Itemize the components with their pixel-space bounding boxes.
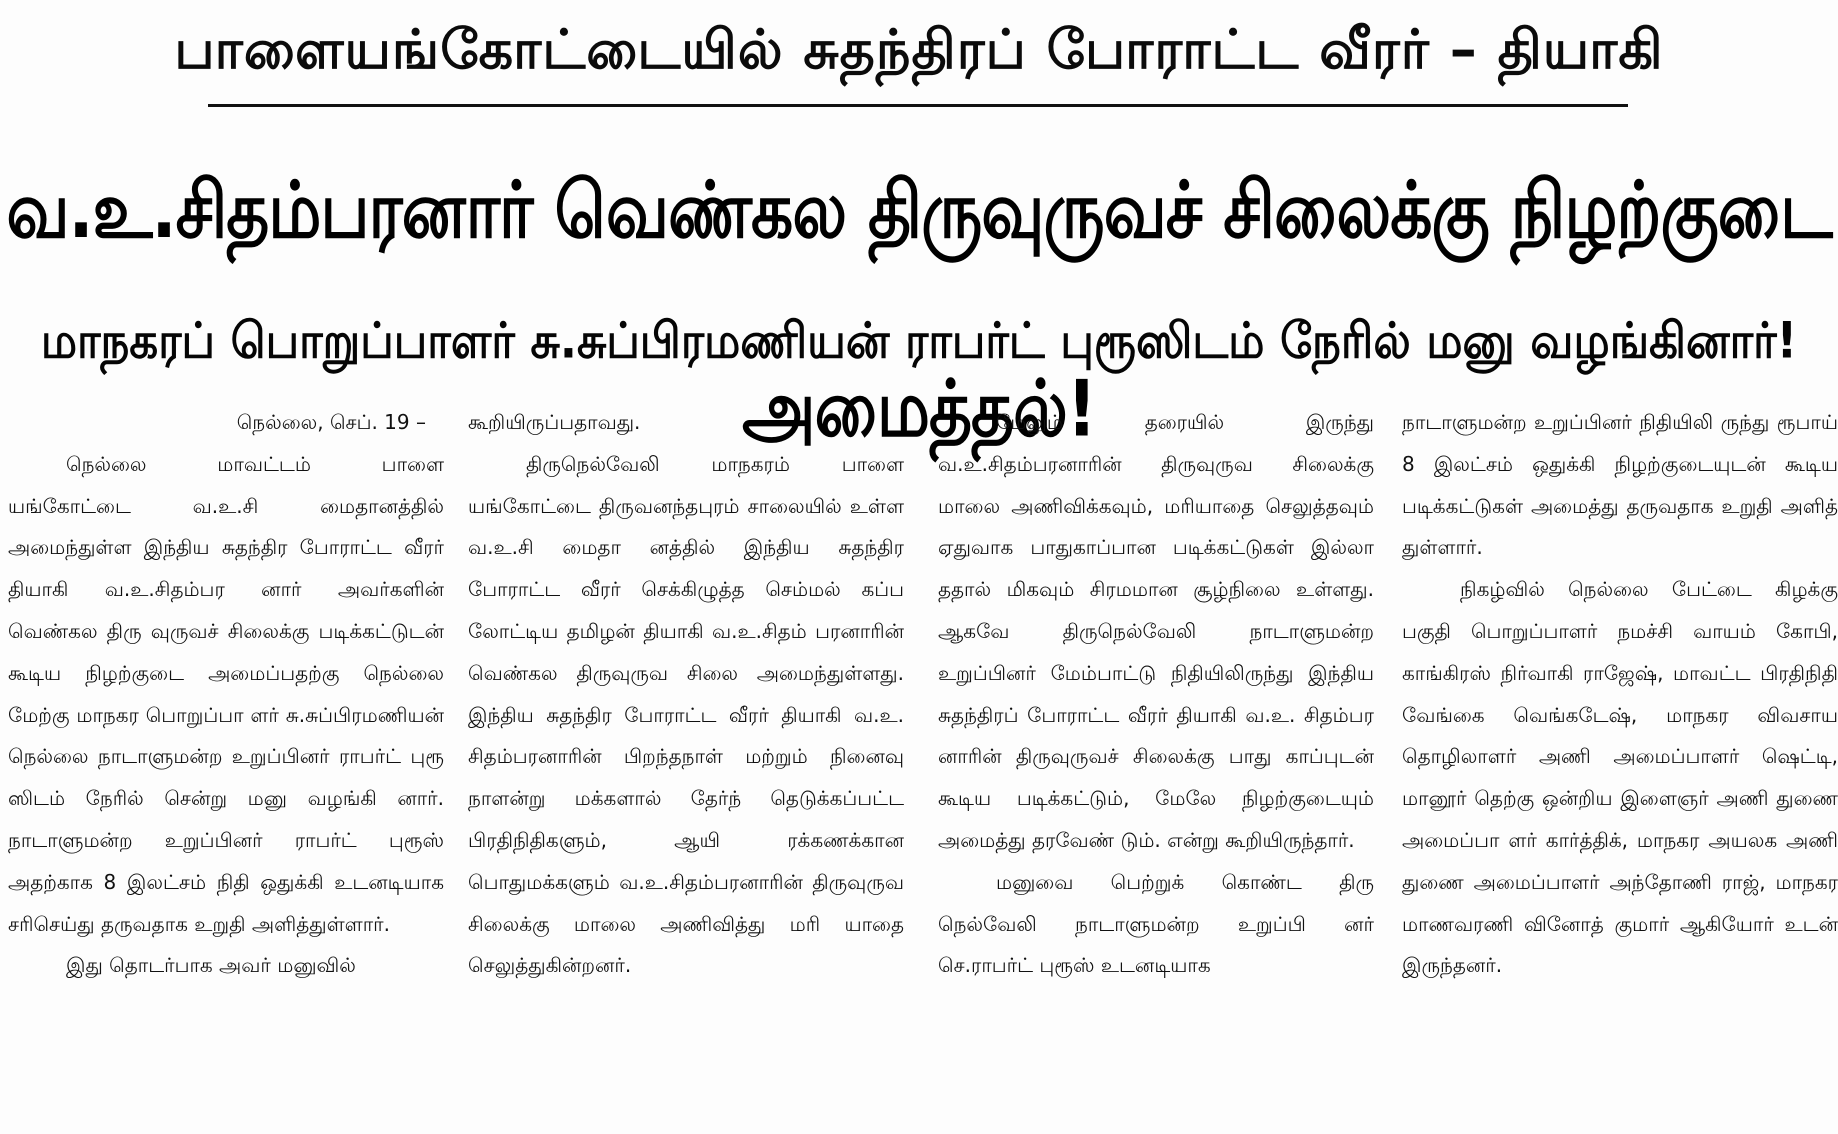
- paragraph: நெல்லை மாவட்டம் பாளை யங்கோட்டை வ.உ.சி மைதானத்தில் அமைந்துள்ள இந்திய சுதந்திர போராட்ட வீரர் தியாகி வ.உ.சிதம்பர னார் அவர்களின் வெண்கல திரு வுருவச் சிலைக்கு படிக்கட்டுடன் கூடிய நிழற்குடை அமைப்பதற்கு நெல்லை மேற்கு மாநகர பொறுப்பா ளர் சு.சுப்பிரமணியன் நெல்லை நாடாளுமன்ற உறுப்பினர் ராபர்ட் புரூ ஸிடம் நேரில் சென்று மனு வழங்கி னார். நாடாளுமன்ற உறுப்பினர் ராபர்ட் புரூஸ் அதற்காக 8 இலட்சம் நிதி ஒதுக்கி உடனடியாக சரிசெய்து தருவதாக உறுதி அளித்துள்ளார்.: [8, 451, 444, 936]
- dateline: நெல்லை, செப். 19 –: [236, 410, 426, 434]
- article-column-1: [8, 402, 444, 987]
- paragraph: மனுவை பெற்றுக் கொண்ட திரு நெல்வேலி நாடாளுமன்ற உறுப்பி னர் செ.ராபர்ட் புரூஸ் உடனடியாக: [938, 869, 1374, 978]
- kicker-heading: பாளையங்கோட்டையில் சுதந்திரப் போராட்ட வீரர் – தியாகி: [174, 18, 1664, 81]
- paragraph: நிகழ்வில் நெல்லை பேட்டை கிழக்கு பகுதி பொறுப்பாளர் நமச்சி வாயம் கோபி, காங்கிரஸ் நிர்வாகி ராஜேஷ், மாவட்ட பிரதிநிதி வேங்கை வெங்கடேஷ், மாநகர விவசாய தொழிலாளர் அணி அமைப்பாளர் ஷெட்டி, மானூர் தெற்கு ஒன்றிய இளைஞர் அணி துணை அமைப்பா ளர் கார்த்திக், மாநகர அயலக அணி துணை அமைப்பாளர் அந்தோணி ராஜ், மாநகர மாணவரணி வினோத் குமார் ஆகியோர் உடன் இருந்தனர்.: [1402, 577, 1838, 978]
- paragraph: திருநெல்வேலி மாநகரம் பாளை யங்கோட்டை திருவனந்தபுரம் சாலையில் உள்ள வ.உ.சி மைதா னத்தில் இந்திய சுதந்திர போராட்ட வீரர் செக்கிழுத்த செம்மல் கப்ப லோட்டிய தமிழன் தியாகி வ.உ.சிதம் பரனாரின் வெண்கல திருவுருவ சிலை அமைந்துள்ளது. இந்திய சுதந்திர போராட்ட வீரர் தியாகி வ.உ. சிதம்பரனாரின் பிறந்தநாள் மற்றும் நினைவு நாளன்று மக்களால் தேர்ந் தெடுக்கப்பட்ட பிரதிநிதிகளும், ஆயி ரக்கணக்கான பொதுமக்களும் வ.உ.சிதம்பரனாரின் திருவுருவ சிலைக்கு மாலை அணிவித்து மரி யாதை செலுத்துகின்றனர்.: [468, 451, 904, 978]
- paragraph: நாடாளுமன்ற உறுப்பினர் நிதியிலி ருந்து ரூபாய் 8 இலட்சம் ஒதுக்கி நிழற்குடையுடன் கூடிய படிக்கட்டுகள் அமைத்து தருவதாக உறுதி அளித் துள்ளார்.: [1402, 410, 1838, 560]
- heading-divider: [208, 104, 1628, 107]
- paragraph: மேலும் தரையில் இருந்து வ.உ.சிதம்பரனாரின் திருவுருவ சிலைக்கு மாலை அணிவிக்கவும், மரியாதை செலுத்தவும் ஏதுவாக பாதுகாப்பான படிக்கட்டுகள் இல்லா ததால் மிகவும் சிரமமான சூழ்நிலை உள்ளது. ஆகவே திருநெல்வேலி நாடாளுமன்ற உறுப்பினர் மேம்பாட்டு நிதியிலிருந்து இந்திய சுதந்திரப் போராட்ட வீரர் தியாகி வ.உ. சிதம்பர னாரின் திருவுருவச் சிலைக்கு பாது காப்புடன் கூடிய படிக்கட்டும், மேலே நிழற்குடையும் அமைத்து தரவேண் டும். என்று கூறியிருந்தார்.: [938, 410, 1374, 852]
- paragraph: இது தொடர்பாக அவர் மனுவில்: [66, 953, 356, 978]
- article-column-3: [938, 402, 1374, 987]
- main-headline: வ.உ.சிதம்பரனார் வெண்கல திருவுருவச் சிலைக்கு நிழற்குடை அமைத்தல்!: [6, 165, 1832, 455]
- article-column-4: [1402, 402, 1838, 987]
- article-column-2: [468, 402, 904, 987]
- paragraph: கூறியிருப்பதாவது.: [468, 410, 641, 434]
- sub-headline: மாநகரப் பொறுப்பாளர் சு.சுப்பிரமணியன் ராபர்ட் புரூஸிடம் நேரில் மனு வழங்கினார்!: [40, 311, 1798, 370]
